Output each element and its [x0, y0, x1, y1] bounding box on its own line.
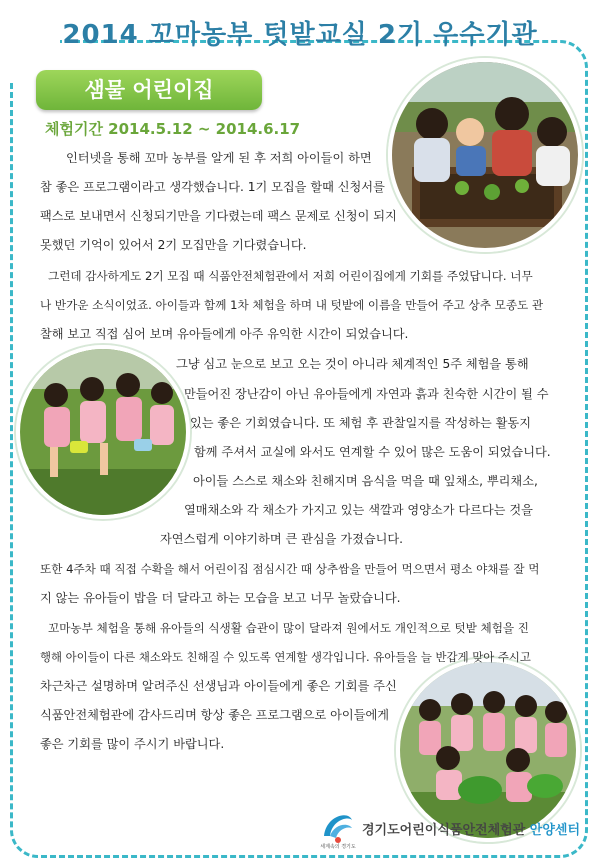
body-line: 열매채소와 각 채소가 가지고 있는 색깔과 영양소가 다르다는 것을	[184, 503, 533, 517]
planting-photo	[388, 58, 582, 252]
body-line: 아이들 스스로 채소와 친해지며 음식을 먹을 때 잎채소, 뿌리채소,	[193, 474, 538, 488]
center-name: 안양센터	[529, 823, 581, 838]
body-line: 행해 아이들이 다른 채소와도 친해질 수 있도록 연계할 생각입니다. 유아들을 늘 반갑게 맞아 주시고	[40, 650, 531, 664]
body-line: 못했던 기억이 있어서 2기 모집만을 기다렸습니다.	[40, 238, 307, 252]
body-line: 차근차근 설명하며 알려주신 선생님과 아이들에게 좋은 기회를 주신	[40, 679, 397, 693]
body-line: 팩스로 보내면서 신청되기만을 기다렸는데 팩스 문제로 신청이 되지	[40, 209, 397, 223]
body-line: 그런데 감사하게도 2기 모집 때 식품안전체험관에서 저희 어린이집에게 기회를 주었답니다. 너무	[48, 269, 533, 283]
body-line: 자연스럽게 이야기하며 큰 관심을 가졌습니다.	[160, 532, 404, 546]
body-line: 또한 4주차 때 직접 수확을 해서 어린이집 점심시간 때 상추쌈을 만들어 먹으면서 평소 야채를 잘 먹	[40, 562, 540, 576]
footer-logo	[318, 806, 588, 850]
body-line: 식품안전체험관에 감사드리며 항상 좋은 프로그램으로 아이들에게	[40, 708, 390, 722]
body-line: 인터넷을 통해 꼬마 농부를 알게 된 후 저희 아이들이 하면	[66, 151, 372, 165]
page-title: 2014 꼬마농부 텃밭교실 2기 우수기관	[62, 20, 538, 50]
body-line: 함께 주셔서 교실에 와서도 연계할 수 있어 많은 도움이 되었습니다.	[194, 445, 551, 459]
body-line: 찰해 보고 직접 심어 보며 유아들에게 아주 유익한 시간이 되었습니다.	[40, 327, 409, 341]
gyeonggi-emblem-icon	[318, 806, 358, 850]
body-line: 좋은 기회를 많이 주시기 바랍니다.	[40, 737, 225, 751]
institution-badge: 샘물 어린이집	[36, 70, 262, 110]
body-line: 나 반가운 소식이었죠. 아이들과 함께 1차 체험을 하며 내 텃밭에 이름을 만들어 주고 상추 모종도 관	[40, 298, 544, 312]
footer-org-name	[362, 819, 580, 838]
body-line: 꼬마농부 체험을 통해 유아들의 식생활 습관이 많이 달라져 원에서도 개인적으로 텃밭 체험을 진	[48, 621, 530, 635]
body-line: 참 좋은 프로그램이라고 생각했습니다. 1기 모집을 할때 신청서를	[40, 180, 385, 194]
emblem-caption: 세계속의 경기도	[320, 844, 356, 850]
body-line: 지 않는 유아들이 밥을 더 달라고 하는 모습을 보고 너무 놀랐습니다.	[40, 591, 401, 605]
body-line: 만들어진 장난감이 아닌 유아들에게 자연과 흙과 친숙한 시간이 될 수	[184, 387, 549, 401]
org-name: 경기도어린이식품안전체험관	[362, 823, 526, 838]
body-line: 있는 좋은 기회였습니다. 또 체험 후 관찰일지를 작성하는 활동지	[190, 416, 531, 430]
body-line: 그냥 심고 눈으로 보고 오는 것이 아니라 체계적인 5주 체험을 통해	[176, 357, 529, 371]
watering-photo	[16, 345, 190, 519]
experience-period: 체험기간 2014.5.12 ~ 2014.6.17	[45, 120, 301, 138]
